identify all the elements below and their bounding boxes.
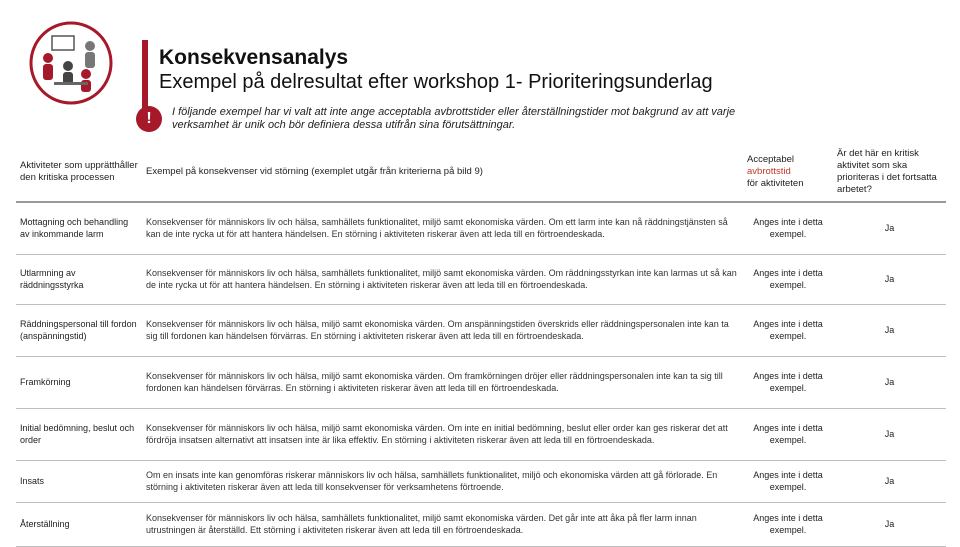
header-activities: Aktiviteter som upprätthåller den kritiska processen: [16, 142, 142, 202]
header-acceptable-line2: avbrottstid: [747, 165, 791, 177]
cell-critical: Ja: [833, 502, 946, 546]
header-critical-activity: Är det här en kritisk aktivitet som ska prioriteras i det fortsatta arbetet?: [833, 142, 946, 202]
header-consequences: Exempel på konsekvenser vid störning (exemplet utgår från kriterierna på bild 9): [142, 142, 743, 202]
cell-critical: Ja: [833, 356, 946, 408]
exclamation-icon: !: [136, 106, 162, 132]
workshop-illustration-logo: [28, 20, 114, 106]
cell-consequence: Konsekvenser för människors liv och hälsa, samhällets funktionalitet, miljö samt ekonomiska värden. Om ett larm inte kan nå räddningstjänsten så kan de inte rycka ut för att hantera händelsen. En störning i aktiviteten riskerar även att leda till en förtroendeskada.: [142, 202, 743, 254]
table-row: [16, 202, 946, 254]
cell-consequence: Konsekvenser för människors liv och hälsa, miljö samt ekonomiska värden. Om anspänningstiden överskrids eller räddningspersonalen inte kan ta sig till fordonen kan händelsen förvärras. En störning i aktiviteten riskerar även att leda till en förtroendeskada.: [142, 304, 743, 356]
cell-acceptable: Anges inte i detta exempel.: [743, 304, 833, 356]
cell-critical: Ja: [833, 202, 946, 254]
cell-activity: Initial bedömning, beslut och order: [16, 408, 142, 460]
cell-critical: Ja: [833, 408, 946, 460]
prioritization-table: [16, 142, 946, 547]
table-row: [16, 460, 946, 502]
cell-acceptable: Anges inte i detta exempel.: [743, 460, 833, 502]
cell-activity: Insats: [16, 460, 142, 502]
cell-acceptable: Anges inte i detta exempel.: [743, 502, 833, 546]
cell-acceptable: Anges inte i detta exempel.: [743, 202, 833, 254]
cell-consequence: Konsekvenser för människors liv och hälsa, samhällets funktionalitet, miljö samt ekonomiska värden. Det går inte att åka på fler larm innan utrustningen är återställd. Ett störning i aktiviteten riskerar även att leda till en förtroendeskada.: [142, 502, 743, 546]
header-acceptable-downtime: [743, 142, 833, 202]
cell-critical: Ja: [833, 254, 946, 304]
cell-acceptable: Anges inte i detta exempel.: [743, 408, 833, 460]
cell-acceptable: Anges inte i detta exempel.: [743, 356, 833, 408]
cell-critical: Ja: [833, 304, 946, 356]
notice-text: I följande exempel har vi valt att inte ange acceptabla avbrottstider eller återställningstider mot bakgrund av att varje verksamhet är unik och bör definiera dessa utifrån sina förutsättningar.: [172, 106, 736, 131]
table-header-row: [16, 142, 946, 202]
cell-activity: Framkörning: [16, 356, 142, 408]
header-acceptable-line3: för aktiviteten: [747, 177, 804, 189]
cell-consequence: Om en insats inte kan genomföras riskerar människors liv och hälsa, samhällets funktionalitet, miljö och ekonomiska värden att gå förlorade. En störning i aktiviteten riskerar även att leda till konsekvenser för verksamhetens förtroende.: [142, 460, 743, 502]
cell-activity: Återställning: [16, 502, 142, 546]
table-row: [16, 304, 946, 356]
cell-consequence: Konsekvenser för människors liv och hälsa, samhällets funktionalitet, miljö samt ekonomiska värden. Om räddningsstyrkan inte kan larmas ut så kan de inte rycka ut för att hantera händelsen. En störning i aktiviteten riskerar även att leda till en förtroendeskada.: [142, 254, 743, 304]
table-row: [16, 502, 946, 546]
cell-activity: Räddningspersonal till fordon (anspänningstid): [16, 304, 142, 356]
cell-acceptable: Anges inte i detta exempel.: [743, 254, 833, 304]
cell-consequence: Konsekvenser för människors liv och hälsa, miljö samt ekonomiska värden. Om framkörningen dröjer eller räddningspersonalen inte kan ta sig till fordonen kan händelsen förvärras. En störning i aktiviteten riskerar även att leda till en förtroendeskada.: [142, 356, 743, 408]
cell-activity: Mottagning och behandling av inkommande larm: [16, 202, 142, 254]
cell-critical: Ja: [833, 460, 946, 502]
page-title: Konsekvensanalys: [159, 46, 349, 69]
page-subtitle: Exempel på delresultat efter workshop 1- Prioriteringsunderlag: [159, 71, 713, 93]
table-row: [16, 356, 946, 408]
table-row: [16, 408, 946, 460]
header-acceptable-line1: Acceptabel: [747, 153, 795, 165]
cell-activity: Utlarmning av räddningsstyrka: [16, 254, 142, 304]
cell-consequence: Konsekvenser för människors liv och hälsa, miljö samt ekonomiska värden. Om inte en initial bedömning, beslut eller order kan ges riskerar det att fördröja insatsen alternativt att insatsen inte är lika effektiv. En störning i aktiviteten riskerar även att leda till en förtroendeskada.: [142, 408, 743, 460]
table-row: [16, 254, 946, 304]
